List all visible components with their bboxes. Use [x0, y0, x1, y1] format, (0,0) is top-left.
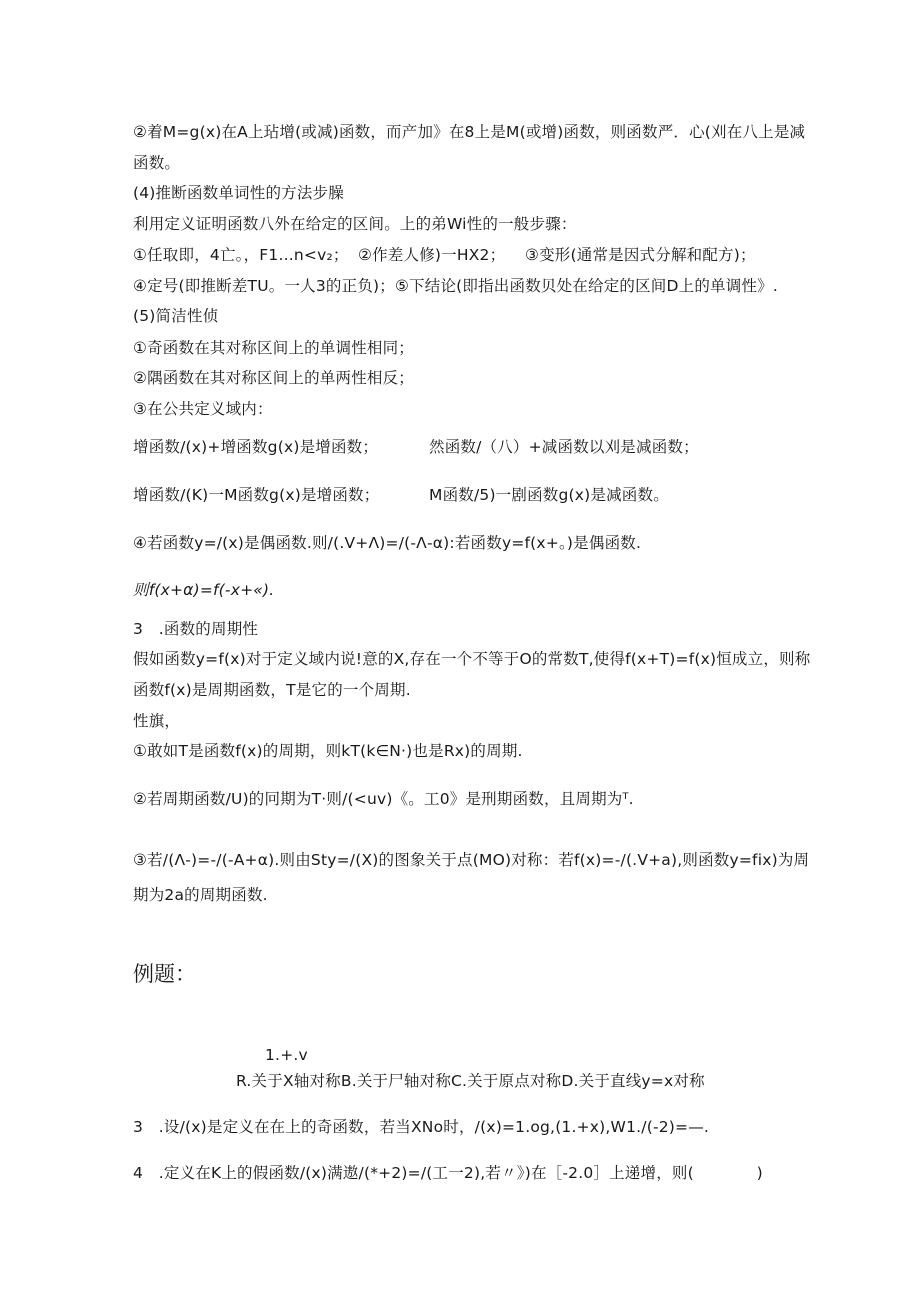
text-line: ①奇函数在其对称区间上的单调性相同；: [133, 339, 414, 357]
text-line: ③在公共定义域内：: [133, 400, 273, 418]
text-line: ④定号(即推断差TU。一人3的正负)；⑤下结论(即指出函数贝处在给定的区间D上的单调性》.: [133, 277, 778, 295]
step-1: ①任取即，4亡。，F1...n<v₂；: [133, 246, 349, 264]
example-heading: 例题：: [133, 962, 196, 986]
text-line: 期为2a的周期函数.: [133, 886, 268, 904]
rule-line: [133, 484, 669, 506]
rule-line: [133, 436, 699, 458]
section-heading: (4)推断函数单词性的方法步臊: [133, 184, 344, 202]
text-line: ②隅函数在其对称区间上的单两性相反；: [133, 369, 414, 387]
text-line: ②着M=g(x)在A上玷增(或减)函数，而产加》在8上是M(或增)函数，则函数严．心(刈在八上是减: [133, 123, 806, 141]
text-line: 假如函数y=f(x)对于定义域内说!意的X,存在一个不等于O的常数T,使得f(x+T)=f(x)恒成立，则称: [133, 650, 811, 668]
text-line: 函数f(x)是周期函数，T是它的一个周期.: [133, 681, 411, 699]
rule-left: 增函数/(x)+增函数g(x)是增函数；: [133, 438, 379, 456]
rule-right: M函数/5)一剧函数g(x)是减函数。: [429, 486, 669, 504]
text-line: 性旗，: [133, 712, 181, 730]
section-heading: 3 .函数的周期性: [133, 620, 259, 638]
rule-left: 增函数/(K)一M函数g(x)是增函数；: [133, 486, 380, 504]
section-heading: (5)简洁性侦: [133, 307, 219, 325]
text-line: 函数。: [133, 154, 181, 172]
question-expression: 1.+.v: [265, 1046, 308, 1064]
question-4: 4 .定义在K上的假函数/(x)满遨/(*+2)=/(工一2),若〃》)在［-2.0］上递增，则( ): [133, 1164, 763, 1182]
text-line: ②若周期函数/U)的冋期为T·则/(<uv)《。工0》是刑期函数，且周期为ᵀ.: [133, 790, 634, 808]
steps-line: [133, 244, 756, 266]
rule-right: 然函数/（八）+减函数以刈是减函数；: [429, 438, 699, 456]
step-2: ②作差人修)一HX2；: [358, 246, 506, 264]
text-line: ③若/(Λ-)=-/(-A+α).则由Sty=/(X)的图象关于点(MO)对称：若f(x)=-/(.V+a),则函数y=fix)为周: [133, 851, 810, 869]
text-line: ④若函数y=/(x)是偶函数.则/(.V+Λ)=/(-Λ-α):若函数y=f(x+。)是偶函数.: [133, 534, 642, 552]
text-line: 利用定义证明函数八外在给定的区间。上的弟Wi性的一般步骤：: [133, 215, 577, 233]
answer-options: R.关于X轴对称B.关于尸轴对称C.关于原点对称D.关于直线y=x对称: [236, 1072, 705, 1090]
question-3: 3 .设/(x)是定义在在上的奇函数，若当XNo时，/(x)=1.og,(1.+x),W1./(-2)=—.: [133, 1118, 710, 1136]
step-3: ③变形(通常是因式分解和配方)；: [525, 246, 756, 264]
text-line: ①敢如T是函数f(x)的周期，则kT(k∈N·)也是Rx)的周期.: [133, 742, 523, 760]
text-line: 则f(x+α)=f(-x+«).: [133, 581, 275, 599]
